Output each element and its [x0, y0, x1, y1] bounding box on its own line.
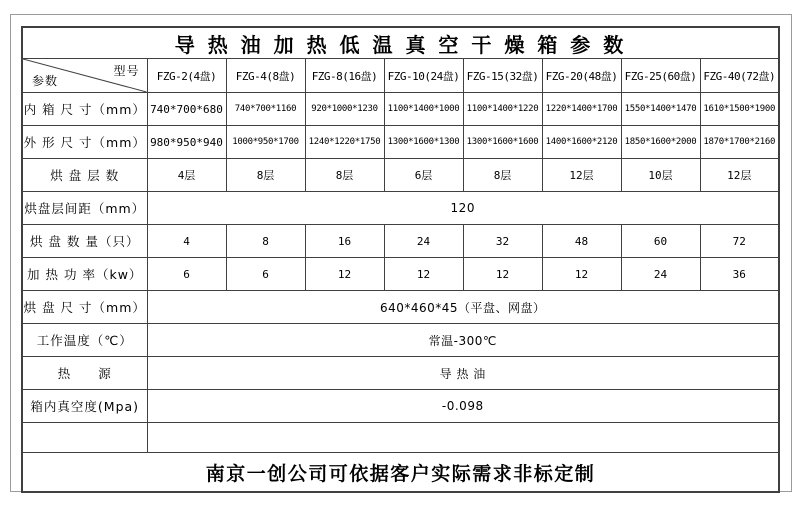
value-cell: 1400*1600*2120 [542, 126, 621, 159]
row-label: 烘 盘 数 量（只） [22, 225, 147, 258]
row-label: 烘 盘 层 数 [22, 159, 147, 192]
column-header: FZG-2(4盘) [147, 59, 226, 93]
row-label: 烘 盘 尺 寸（mm） [22, 291, 147, 324]
value-cell: 740*700*1160 [226, 93, 305, 126]
table-row [22, 291, 779, 324]
value-cell: 12 [542, 258, 621, 291]
value-cell: 8层 [226, 159, 305, 192]
value-cell: 1300*1600*1600 [463, 126, 542, 159]
value-cell: 12 [463, 258, 542, 291]
value-cell: 8层 [463, 159, 542, 192]
value-cell: 1240*1220*1750 [305, 126, 384, 159]
value-cell: 72 [700, 225, 779, 258]
column-header: FZG-10(24盘) [384, 59, 463, 93]
value-cell: 24 [621, 258, 700, 291]
value-cell: 6 [226, 258, 305, 291]
value-cell: 1870*1700*2160 [700, 126, 779, 159]
span-value-cell: 640*460*45（平盘、网盘） [147, 291, 779, 324]
column-header: FZG-15(32盘) [463, 59, 542, 93]
value-cell: 12层 [700, 159, 779, 192]
footer-row [22, 453, 779, 493]
table-row [22, 390, 779, 423]
value-cell: 36 [700, 258, 779, 291]
value-cell: 1850*1600*2000 [621, 126, 700, 159]
table-row [22, 93, 779, 126]
header-row [22, 59, 779, 93]
value-cell: 1220*1400*1700 [542, 93, 621, 126]
value-cell: 4层 [147, 159, 226, 192]
span-value-cell: -0.098 [147, 390, 779, 423]
value-cell: 1100*1400*1220 [463, 93, 542, 126]
value-cell: 1000*950*1700 [226, 126, 305, 159]
span-value-cell: 导 热 油 [147, 357, 779, 390]
value-cell: 980*950*940 [147, 126, 226, 159]
column-header: FZG-40(72盘) [700, 59, 779, 93]
page-title: 导 热 油 加 热 低 温 真 空 干 燥 箱 参 数 [22, 27, 779, 59]
span-value-cell: 120 [147, 192, 779, 225]
value-cell: 920*1000*1230 [305, 93, 384, 126]
footer-note: 南京一创公司可依据客户实际需求非标定制 [22, 453, 779, 493]
row-label: 工作温度（℃） [22, 324, 147, 357]
table-row [22, 126, 779, 159]
value-cell: 48 [542, 225, 621, 258]
value-cell: 24 [384, 225, 463, 258]
value-cell: 6层 [384, 159, 463, 192]
value-cell: 1610*1500*1900 [700, 93, 779, 126]
value-cell: 4 [147, 225, 226, 258]
column-header: FZG-20(48盘) [542, 59, 621, 93]
value-cell: 16 [305, 225, 384, 258]
value-cell: 12 [305, 258, 384, 291]
row-label: 加 热 功 率（kw） [22, 258, 147, 291]
value-cell: 1300*1600*1300 [384, 126, 463, 159]
span-value-cell [147, 423, 779, 453]
table-row [22, 159, 779, 192]
span-value-cell: 常温-300℃ [147, 324, 779, 357]
table-row [22, 423, 779, 453]
value-cell: 8层 [305, 159, 384, 192]
title-row [22, 27, 779, 59]
column-header: FZG-4(8盘) [226, 59, 305, 93]
row-label: 热 源 [22, 357, 147, 390]
value-cell: 1100*1400*1000 [384, 93, 463, 126]
spec-table [21, 26, 780, 493]
value-cell: 1550*1400*1470 [621, 93, 700, 126]
table-row [22, 324, 779, 357]
value-cell: 6 [147, 258, 226, 291]
table-row [22, 192, 779, 225]
value-cell: 8 [226, 225, 305, 258]
value-cell: 12层 [542, 159, 621, 192]
value-cell: 12 [384, 258, 463, 291]
column-header: FZG-8(16盘) [305, 59, 384, 93]
corner-cell [22, 59, 147, 93]
value-cell: 10层 [621, 159, 700, 192]
table-row [22, 225, 779, 258]
row-label: 箱内真空度(Mpa) [22, 390, 147, 423]
row-label [22, 423, 147, 453]
value-cell: 60 [621, 225, 700, 258]
corner-param-label: 参数 [32, 74, 59, 88]
column-header: FZG-25(60盘) [621, 59, 700, 93]
row-label: 烘盘层间距（mm） [22, 192, 147, 225]
value-cell: 32 [463, 225, 542, 258]
row-label: 内 箱 尺 寸（mm） [22, 93, 147, 126]
value-cell: 740*700*680 [147, 93, 226, 126]
table-row [22, 258, 779, 291]
corner-model-label: 型号 [113, 64, 140, 78]
row-label: 外 形 尺 寸（mm） [22, 126, 147, 159]
table-row [22, 357, 779, 390]
